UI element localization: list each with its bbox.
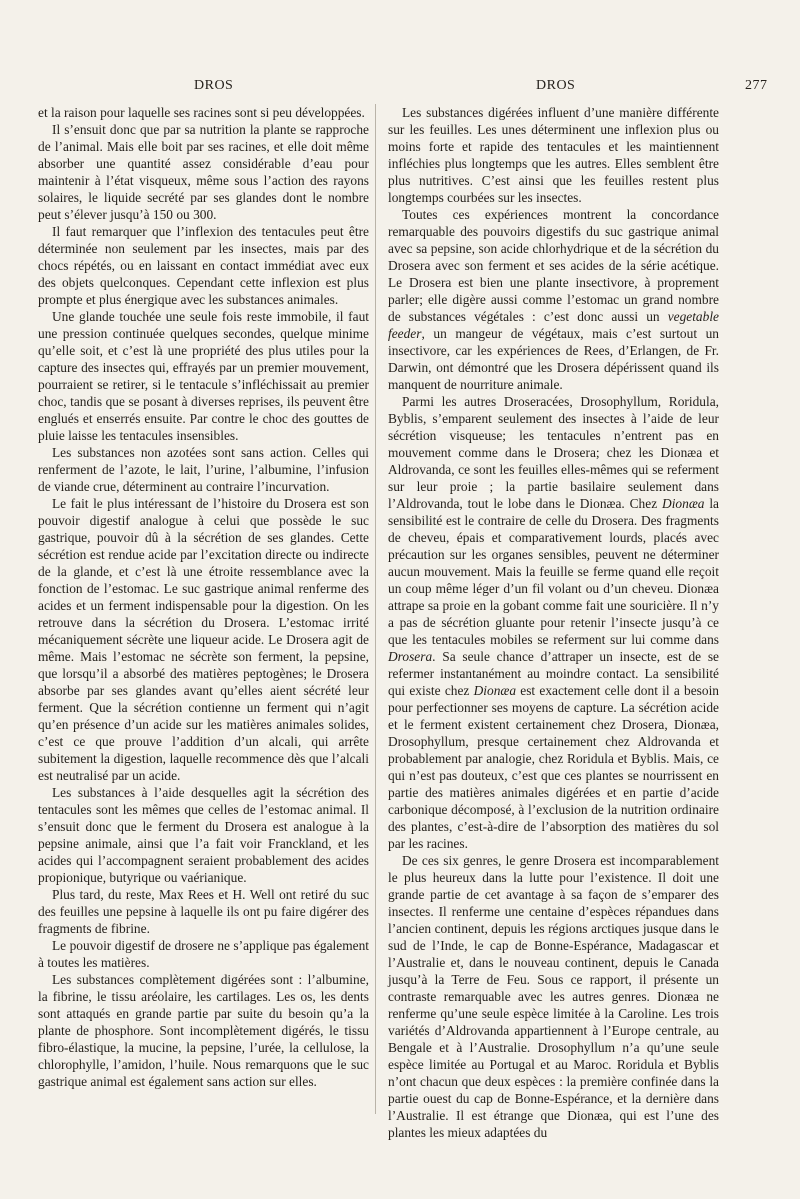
text-run: . Sa seule chance d’attraper un insecte, est de se refermer instantanément au moindre contact. La sensibilité qui existe chez bbox=[388, 649, 719, 698]
paragraph: Il faut remarquer que l’inflexion des tentacules peut être déterminée non seulement par les insectes, mais par des chocs répétés, ou en laissant en contact immédiat avec eux des objets quelconques. Cependant cette inflexion est plus prompte et plus énergique avec les substances animales. bbox=[38, 224, 369, 307]
italic-term: Dionæa bbox=[662, 496, 705, 511]
right-header-title: DROS bbox=[536, 78, 576, 93]
italic-term: Dionæa bbox=[473, 683, 517, 698]
paragraph: Les substances à l’aide desquelles agit la sécrétion des tentacules sont les mêmes que celles de l’estomac animal. Il s’ensuit donc que le ferment du Drosera est analogue à la pepsine animale, ainsi que l’a fait voir Franckland, et les acides qui l’accompagnent seraient probablement des acides propionique, butyrique ou vaérianique. bbox=[38, 785, 369, 885]
paragraph: Les substances non azotées sont sans action. Celles qui renferment de l’azote, le lait, l’urine, l’albumine, l’infusion de viande crue, déterminent au contraire l’incurvation. bbox=[38, 445, 369, 494]
left-column bbox=[38, 104, 369, 1090]
page-number: 277 bbox=[745, 78, 768, 93]
italic-term: Drosera bbox=[388, 649, 433, 664]
paragraph: Une glande touchée une seule fois reste immobile, il faut une pression continuée quelques secondes, quelque minime qu’elle soit, et c’est là une propriété des plus utiles pour la capture des insectes qui, effrayés par un premier mouvement, pourraient se retirer, si le tentacule s’infléchissait au premier choc, tandis que se posant à diverses reprises, ils peuvent être englués et enserrés ensuite. Par contre le choc des gouttes de pluie laisse les tentacules insensibles. bbox=[38, 309, 369, 443]
paragraph bbox=[388, 393, 719, 852]
paragraph: Le fait le plus intéressant de l’histoire du Drosera est son pouvoir digestif analogue à celui que possède le suc gastrique, pouvoir dû à la sécrétion de ses glandes. Cette sécrétion est rendue acide par l’excitation directe ou indirecte de la glande, et c’est là une étroite ressemblance avec la fonction de l’estomac. Le suc gastrique animal renferme des acides et un ferment indispensable pour la digestion. On les retrouve dans la sécrétion du Drosera. L’estomac irrité mécaniquement sécrète une liqueur acide. Le Drosera agit de même. Mais l’estomac ne sécrète son ferment, la pepsine, que lorsqu’il a absorbé des matières peptogènes; le Drosera absorbe par ses glandes avant qu’elles aient sécrété leur ferment. Que la sécrétion contienne un ferment qui n’agit qu’en présence d’un acide sur les matières animales solides, c’est ce que prouve l’addition d’un alcali, qui arrête subitement la digestion, laquelle recommence dès que l’alcali est neutralisé par un acide. bbox=[38, 496, 369, 783]
italic-term: vegetable feeder bbox=[388, 309, 719, 341]
left-header-title: DROS bbox=[194, 78, 234, 93]
paragraph bbox=[388, 206, 719, 393]
paragraph: De ces six genres, le genre Drosera est incomparablement le plus heureux dans la lutte pour l’existence. Il doit une grande partie de cet avantage à sa façon de s’emparer des insectes. Il renferme une centaine d’espèces répandues dans l’ancien continent, depuis les régions arctiques jusque dans le sud de l’Inde, le cap de Bonne-Espérance, Madagascar et l’Australie et, dans le nouveau continent, depuis le Canada jusqu’à la Terre de Feu. Sous ce rapport, il présente un contraste remarquable avec les autres genres. Dionæa ne renferme qu’une seule espèce limitée à la Caroline. Les trois variétés d’Aldrovanda appartiennent à l’Europe centrale, au Bengale et à l’Australie. Drosophyllum n’a qu’une seule espèce limitée au Portugal et au Maroc. Roridula et Byblis n’ont chacun que deux espèces : la première confinée dans la partie ouest du cap de Bonne-Espérance, et la dernière dans l’Australie. Il est étrange que Dionæa, qui est l’une des plantes les mieux adaptées du bbox=[388, 853, 719, 1140]
text-run: la sensibilité est le contraire de celle du Drosera. Des fragments de cheveu, épais et comparativement lourds, placés avec précaution sur les organes sensibles, peuvent ne déterminer aucun mouvement. Mais la feuille se ferme quand elle reçoit un coup même léger d’un fil volant ou d’un cheveu. Dionæa attrape sa proie en la gobant comme fait une souricière. Il n’y a pas de sécrétion gluante pour retenir l’insecte jusqu’à ce que les tentacules mobiles se referment sur lui comme dans bbox=[388, 496, 719, 647]
text-run: est exactement celle dont il a besoin pour perfectionner ses moyens de capture. La sécrétion acide et le ferment existent certainement chez Drosera, Dionæa, Drosophyllum, presque certainement chez Aldrovanda et probablement par analogie, chez Roridula et Byblis. Mais, ce qui n’est pas douteux, c’est que ces plantes se nourrissent en partie des matières animales digérées et en partie d’acide carbonique décomposé, à l’exclusion de la nutrition ordinaire des plantes, c’est-à-dire de l’absorption des matières du sol par les racines. bbox=[388, 683, 719, 851]
paragraph: Plus tard, du reste, Max Rees et H. Well ont retiré du suc des feuilles une pepsine à laquelle ils ont pu faire digérer des fragments de fibrine. bbox=[38, 887, 369, 936]
running-head bbox=[0, 78, 800, 96]
column-divider bbox=[375, 104, 376, 1114]
paragraph: Le pouvoir digestif de drosere ne s’applique pas également à toutes les matières. bbox=[38, 938, 369, 970]
paragraph: Il s’ensuit donc que par sa nutrition la plante se rapproche de l’animal. Mais elle boit par ses racines, et elle doit même absorber une quantité assez considérable d’eau pour maintenir à l’état visqueux, même sous l’action des rayons solaires, le liquide secrété par ses glandes dont le nombre peut s’élever jusqu’à 150 ou 300. bbox=[38, 122, 369, 222]
right-column bbox=[388, 104, 719, 1141]
text-run: Toutes ces expériences montrent la concordance remarquable des pouvoirs digestifs du suc gastrique animal avec sa pepsine, son acide chlorhydrique et de la sécrétion du Drosera avec son ferment et ses acides de la série acétique. Le Drosera est bien une plante insectivore, à proprement parler; elle digère aussi comme l’estomac un grand nombre de substances végétales : c’est donc aussi un bbox=[388, 207, 719, 324]
text-run: , un mangeur de végétaux, mais c’est surtout un insectivore, car les expériences de Rees, d’Erlangen, de Fr. Darwin, ont démontré que les Drosera dépérissent quand ils manquent de nourriture animale. bbox=[388, 326, 719, 392]
paragraph: Les substances complètement digérées sont : l’albumine, la fibrine, le tissu aréolaire, les cartilages. Les os, les dents sont attaqués en grande partie par suite du besoin qu’a la plante de phosphore. Sont incomplètement digérés, le tissu fibro-élastique, la mucine, la pepsine, l’urée, la cellulose, la chlorophylle, l’amidon, l’huile. Nous remarquons que le suc gastrique animal est également sans action sur elles. bbox=[38, 972, 369, 1089]
paragraph: Les substances digérées influent d’une manière différente sur les feuilles. Les unes déterminent une inflexion plus ou moins forte et rapide des tentacules et les maintiennent infléchies plus longtemps que les autres. Elles semblent être plus nutritives. C’est ainsi que les feuilles restent plus longtemps courbées sur les insectes. bbox=[388, 105, 719, 205]
text-run: Parmi les autres Droseracées, Drosophyllum, Roridula, Byblis, s’emparent seulement des insectes à l’aide de leur sécrétion visqueuse; les tentacules n’entrent pas en mouvement comme dans le Drosera; chez les Dionæa et Aldrovanda, ce sont les feuilles elles-mêmes qui se referment sur leur proie ; la partie basilaire seulement dans l’Aldrovanda, tout le lobe dans le Dionæa. Chez bbox=[388, 394, 719, 511]
paragraph: et la raison pour laquelle ses racines sont si peu développées. bbox=[38, 105, 365, 120]
